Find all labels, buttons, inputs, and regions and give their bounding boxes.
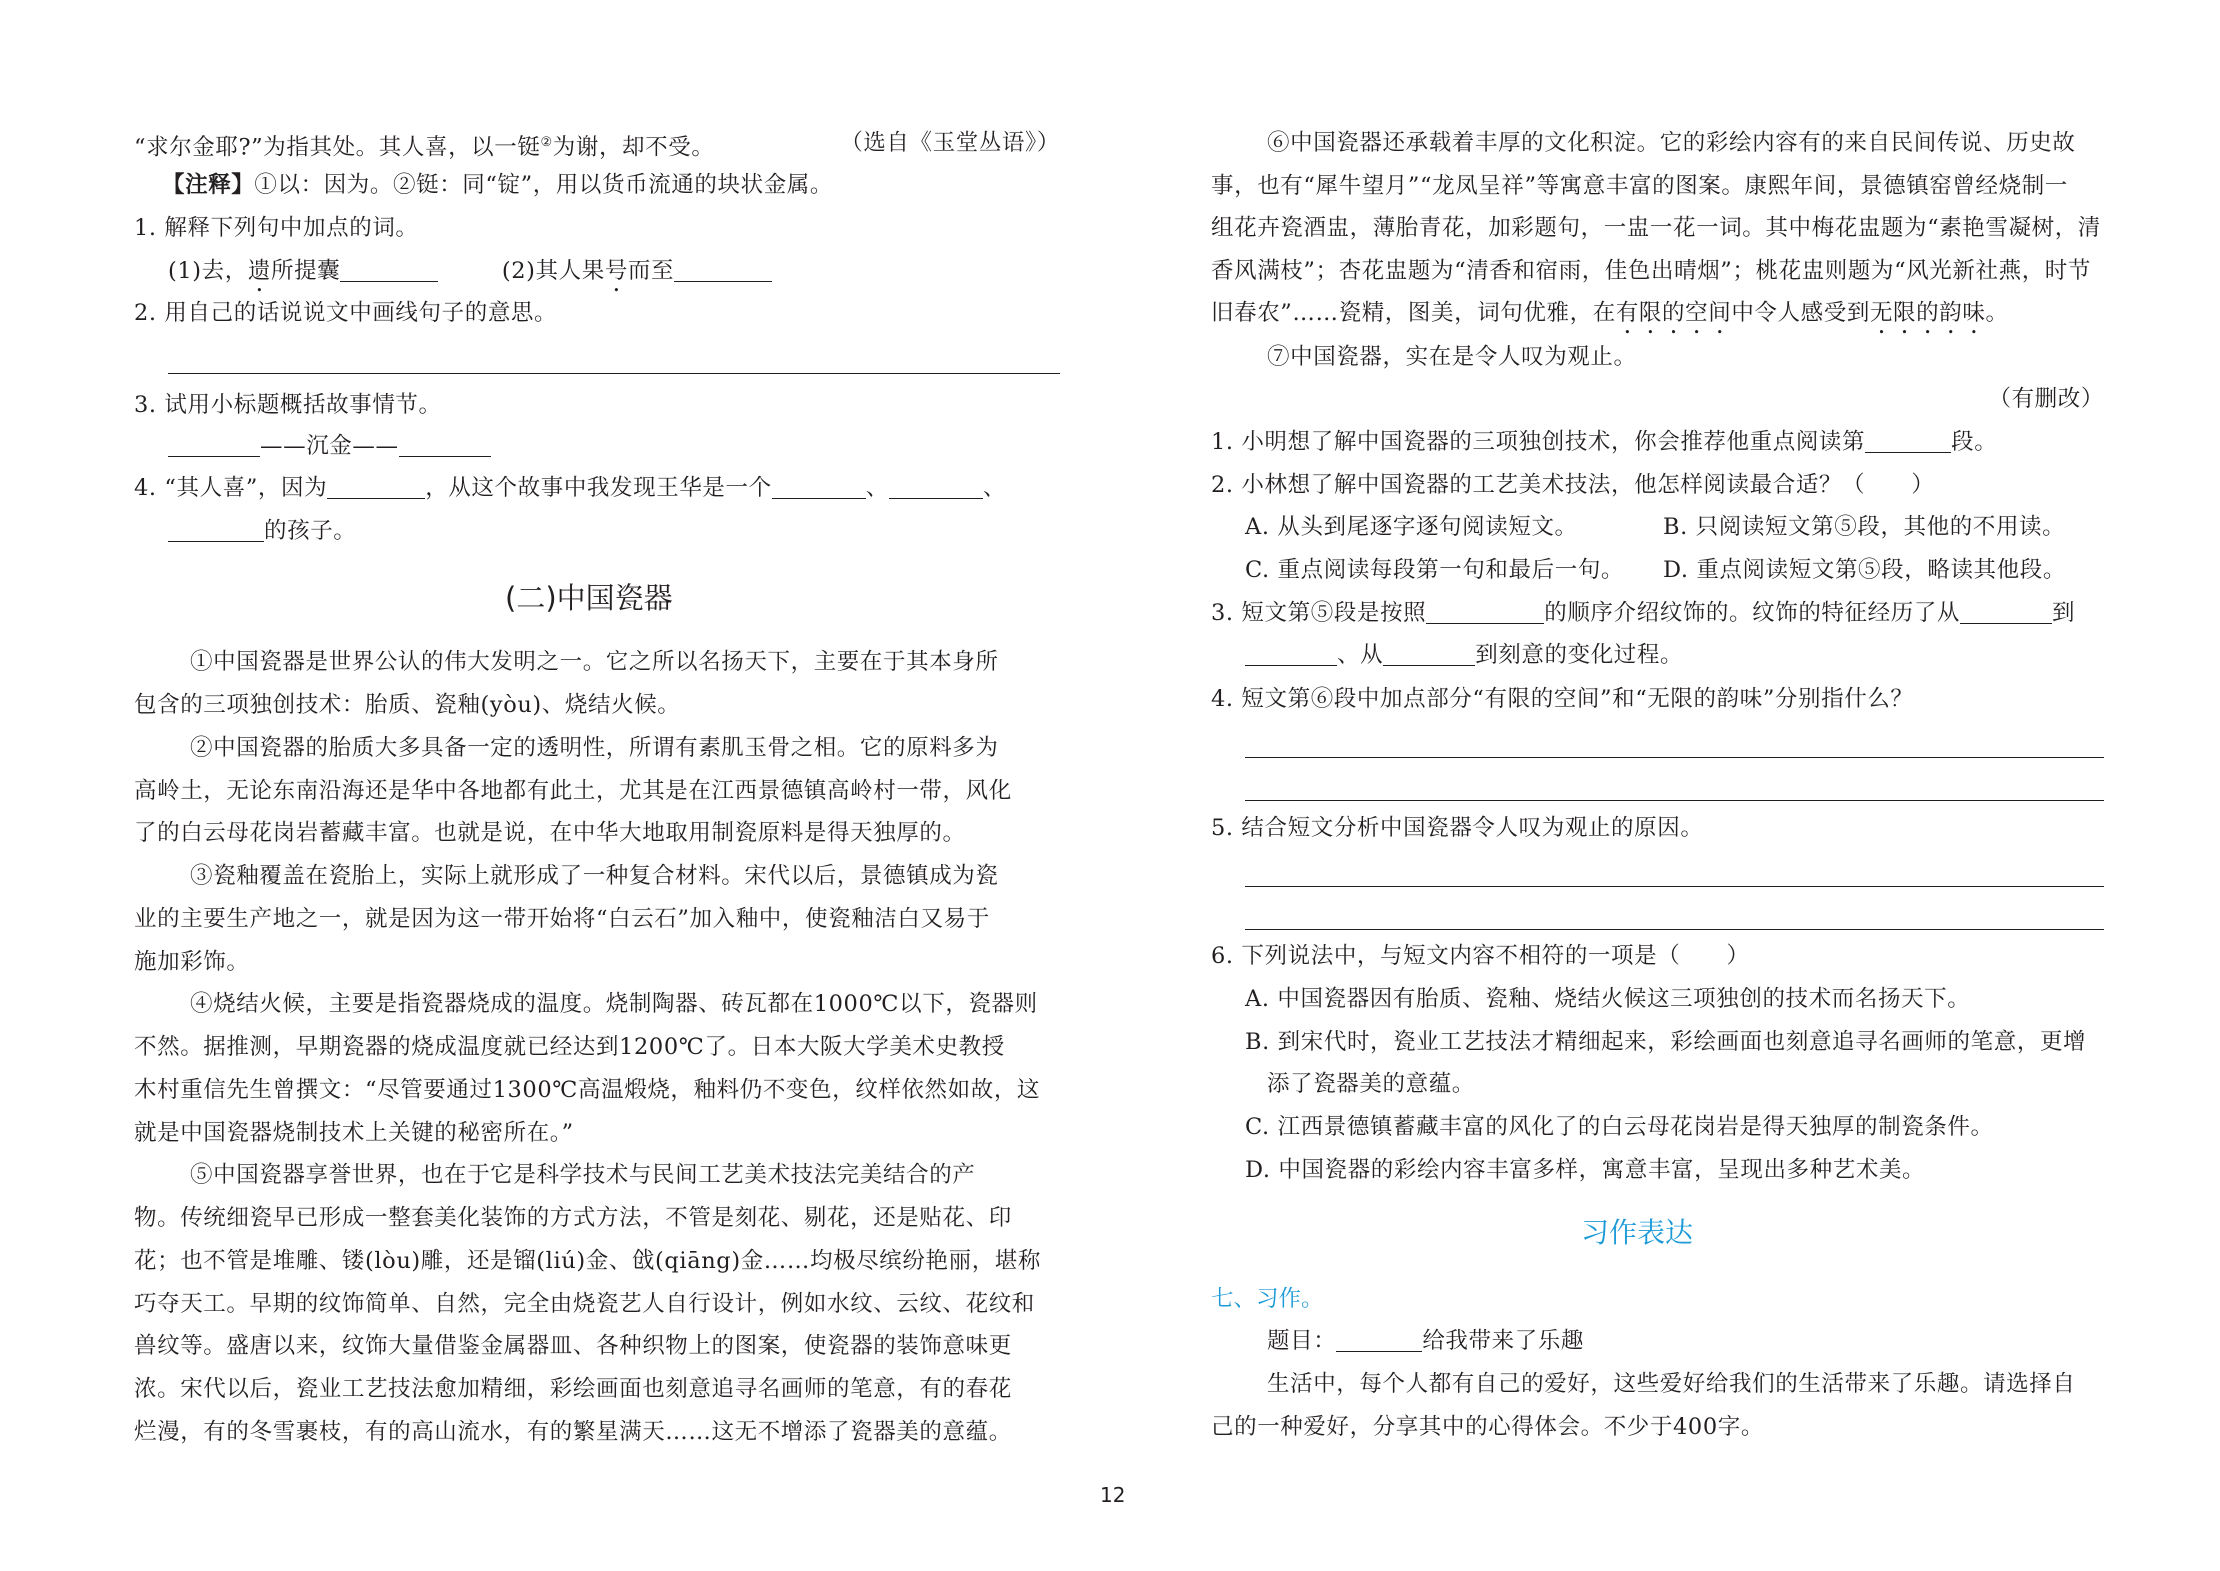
essay-instruction: 生活中，每个人都有自己的爱好，这些爱好给我们的生活带来了乐趣。请选择自 — [1267, 1371, 2076, 1397]
answer-blank[interactable] — [340, 257, 438, 282]
question-4: 4. “其人喜”，因为 ，从这个故事中我发现王华是一个 、 、 — [134, 475, 1006, 501]
answer-line[interactable] — [1245, 886, 2104, 887]
answer-blank[interactable] — [399, 432, 491, 457]
dotted-phrase: 有限的空间 — [1615, 300, 1732, 326]
answer-blank[interactable] — [1336, 1327, 1422, 1352]
paragraph-2: ②中国瓷器的胎质大多具备一定的透明性，所谓有素肌玉骨之相。它的原料多为 — [190, 735, 999, 761]
paragraph-7: ⑦中国瓷器，实在是令人叹为观止。 — [1267, 344, 1637, 370]
answer-blank[interactable] — [772, 474, 866, 499]
answer-blank[interactable] — [1383, 641, 1475, 666]
answer-blank[interactable] — [674, 257, 772, 282]
answer-blank[interactable] — [1245, 641, 1337, 666]
page-number: 12 — [1100, 1483, 1126, 1507]
option-b[interactable]: B. 到宋代时，瓷业工艺技法才精细起来，彩绘画面也刻意追寻名画师的笔意，更增 — [1245, 1029, 2087, 1055]
paragraph-6: ⑥中国瓷器还承载着丰厚的文化积淀。它的彩绘内容有的来自民间传说、历史故 — [1267, 130, 2076, 156]
section-title-writing: 习作表达 — [1581, 1216, 1694, 1249]
question-6: 6. 下列说法中，与短文内容不相符的一项是（ ） — [1211, 943, 1750, 969]
paragraph-1: ①中国瓷器是世界公认的伟大发明之一。它之所以名扬天下，主要在于其本身所 — [190, 649, 999, 675]
paragraph-3: ③瓷釉覆盖在瓷胎上，实际上就形成了一种复合材料。宋代以后，景德镇成为瓷 — [190, 863, 999, 889]
passage-source: （选自《玉堂丛语》） — [840, 130, 1060, 156]
answer-blank[interactable] — [1865, 428, 1951, 453]
answer-line[interactable] — [1245, 929, 2104, 930]
answer-blank[interactable] — [168, 432, 260, 457]
option-a[interactable]: A. 从头到尾逐字逐句阅读短文。 — [1245, 514, 1578, 540]
section-title: (二)中国瓷器 — [505, 581, 673, 615]
essay-topic: 题目： 给我带来了乐趣 — [1267, 1328, 1585, 1354]
paragraph-5: ⑤中国瓷器享誉世界，也在于它是科学技术与民间工艺美术技法完美结合的产 — [190, 1162, 976, 1188]
option-c[interactable]: C. 江西景德镇蓄藏丰富的风化了的白云母花岗岩是得天独厚的制瓷条件。 — [1245, 1114, 1994, 1140]
option-c[interactable]: C. 重点阅读每段第一句和最后一句。 — [1245, 557, 1625, 583]
question-1: 1. 小明想了解中国瓷器的三项独创技术，你会推荐他重点阅读第 段。 — [1211, 429, 1998, 455]
answer-line[interactable] — [168, 373, 1060, 374]
annotation: 【注释】①以：因为。②铤：同“锭”，用以货币流通的块状金属。 — [162, 172, 834, 198]
paragraph-4: ④烧结火候，主要是指瓷器烧成的温度。烧制陶器、砖瓦都在1000℃以下，瓷器则 — [190, 991, 1038, 1017]
option-a[interactable]: A. 中国瓷器因有胎质、瓷釉、烧结火候这三项独创的技术而名扬天下。 — [1245, 986, 1971, 1012]
option-b[interactable]: B. 只阅读短文第⑤段，其他的不用读。 — [1663, 514, 2066, 540]
question-3: 3. 试用小标题概括故事情节。 — [134, 392, 442, 418]
question-3: 3. 短文第⑤段是按照 的顺序介绍纹饰的。纹饰的特征经历了从 到 — [1211, 600, 2076, 626]
option-d[interactable]: D. 重点阅读短文第⑤段，略读其他段。 — [1663, 557, 2066, 583]
answer-blank[interactable] — [889, 474, 983, 499]
question-3-blanks: ——沉金—— — [168, 431, 491, 461]
sub-title: 七、习作。 — [1211, 1286, 1324, 1312]
answer-blank[interactable] — [1960, 599, 2052, 624]
option-d[interactable]: D. 中国瓷器的彩绘内容丰富多样，寓意丰富，呈现出多种艺术美。 — [1245, 1157, 1926, 1183]
question-1: 1. 解释下列句中加点的词。 — [134, 215, 419, 241]
answer-line[interactable] — [1245, 800, 2104, 801]
answer-line[interactable] — [1245, 757, 2104, 758]
dotted-phrase: 无限的韵味 — [1869, 300, 1986, 326]
question-3-cont: 、从 到刻意的变化过程。 — [1245, 640, 1683, 670]
answer-blank[interactable] — [168, 517, 264, 542]
question-1-items: (1)去，遗所提囊 (2)其人果号而至 — [168, 256, 772, 297]
passage-ending: “求尔金耶?”为指其处。其人喜，以一铤②为谢，却不受。 （选自《玉堂丛语》） — [134, 130, 1060, 161]
question-2: 2. 用自己的话说说文中画线句子的意思。 — [134, 300, 558, 326]
answer-blank[interactable] — [1426, 599, 1544, 624]
question-4: 4. 短文第⑥段中加点部分“有限的空间”和“无限的韵味”分别指什么？ — [1211, 686, 1914, 712]
question-5: 5. 结合短文分析中国瓷器令人叹为观止的原因。 — [1211, 815, 1704, 841]
answer-blank[interactable] — [327, 474, 425, 499]
question-4-cont: 的孩子。 — [168, 516, 356, 546]
question-2: 2. 小林想了解中国瓷器的工艺美术技法，他怎样阅读最合适？（ ） — [1211, 472, 1935, 498]
